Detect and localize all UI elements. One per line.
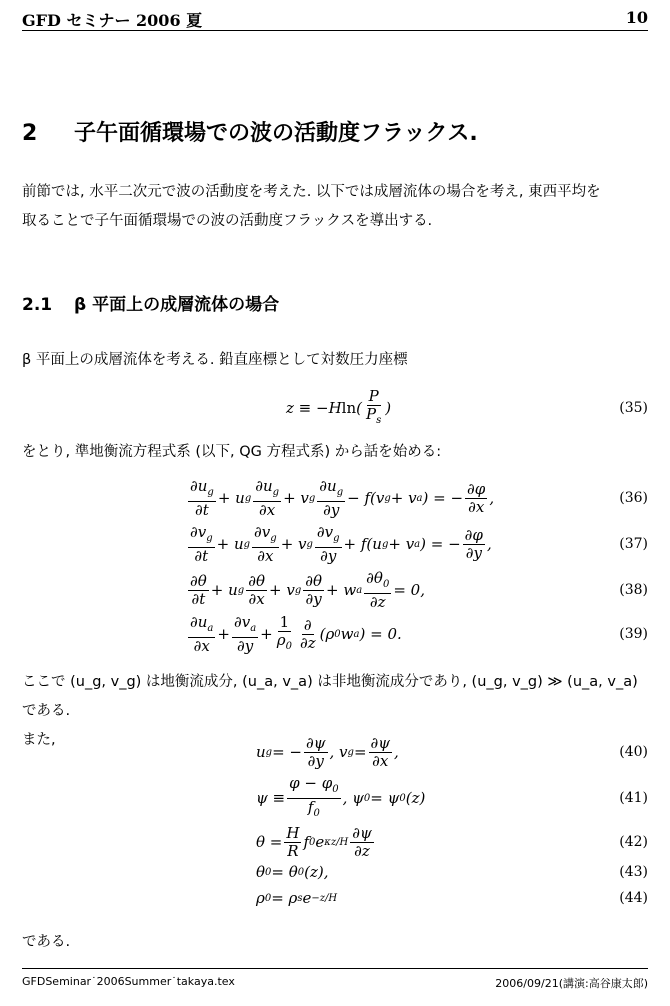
subsection-heading: [22, 290, 279, 315]
intro-paragraph: [22, 178, 652, 236]
page-number: 10: [625, 8, 648, 27]
text-line: また,: [22, 732, 56, 748]
subsection-title: β 平面上の成層流体の場合: [74, 295, 280, 315]
equation-42: θ = H R f 0 e κz/H ∂ψ ∂z (42): [256, 823, 648, 860]
section-number: 2: [22, 121, 38, 146]
equation-number: (37): [619, 536, 648, 552]
equation-43: θ 0 = θ 0 (z), (43): [256, 863, 648, 881]
equation-number: (35): [619, 400, 648, 416]
header-title: GFD セミナー 2006 夏: [22, 11, 203, 30]
page-header: [22, 6, 648, 31]
text-paragraph: である.: [22, 934, 71, 950]
equation-number: (38): [619, 582, 648, 598]
equation-40: u g = − ∂ψ ∂y , v g = ∂ψ ∂x , (40): [256, 733, 648, 770]
footer-filename: GFDSeminar˙2006Summer˙takaya.tex: [22, 975, 235, 988]
intro-line: 取ることで子午面循環場での波の活動度フラックスを導出する.: [22, 213, 433, 229]
equation-number: (39): [619, 626, 648, 642]
text-paragraph: をとり, 準地衡流方程式系 (以下, QG 方程式系) から話を始める:: [22, 444, 442, 460]
equation-41: ψ ≡ $\varphi - \varphi_0$ $f_0$ , ψ 0 = ψ 0 (z) (41): [256, 773, 648, 819]
equation-38: ∂θ ∂t + u g ∂θ ∂x + v g ∂θ ∂y + w a $\partial\theta_0$ ∂z = 0, (38): [190, 568, 648, 611]
intro-line: 前節では, 水平二次元で波の活動度を考えた. 以下では成層流体の場合を考え, 東西平均を: [22, 184, 601, 200]
equation-number: (44): [619, 890, 648, 906]
footer-date: 2006/09/21(講演:高谷康太郎): [495, 977, 648, 990]
subsection-number: 2.1: [22, 295, 53, 315]
equation-35: z ≡ −H ln ( P $P_s$ ) (35): [286, 386, 648, 426]
equation-number: (36): [619, 490, 648, 506]
section-title: 子午面循環場での波の活動度フラックス.: [74, 121, 478, 146]
equation-number: (41): [619, 790, 648, 806]
equation-number: (42): [619, 834, 648, 850]
equation-44: ρ 0 = ρ s e −z/H (44): [256, 889, 648, 907]
equation-37: $\partial v_g$ ∂t + u g $\partial v_g$ ∂x + v g $\partial v_g$ ∂y + f(u g + v a ) = − ∂φ ∂y , (37): [190, 522, 648, 565]
text-line: ここで (u_g, v_g) は地衡流成分, (u_a, v_a) は非地衡流成分であり, (u_g, v_g) ≫ (u_a, v_a) である.: [22, 674, 638, 719]
text-paragraph: β 平面上の成層流体を考える. 鉛直座標として対数圧力座標: [22, 352, 408, 368]
equation-39: $\partial u_a$ ∂x + $\partial v_a$ ∂y + 1 $\rho_0$ ∂ ∂z (ρ 0 w a ) = 0. (39): [190, 612, 648, 655]
equation-number: (43): [619, 864, 648, 880]
section-heading: [22, 116, 478, 147]
page-footer: [22, 968, 648, 999]
equation-number: (40): [619, 744, 648, 760]
equation-36: $\partial u_g$ ∂t + u g $\partial u_g$ ∂x + v g $\partial u_g$ ∂y − f(v g + v a ) = − ∂φ ∂x , (36): [190, 476, 648, 519]
